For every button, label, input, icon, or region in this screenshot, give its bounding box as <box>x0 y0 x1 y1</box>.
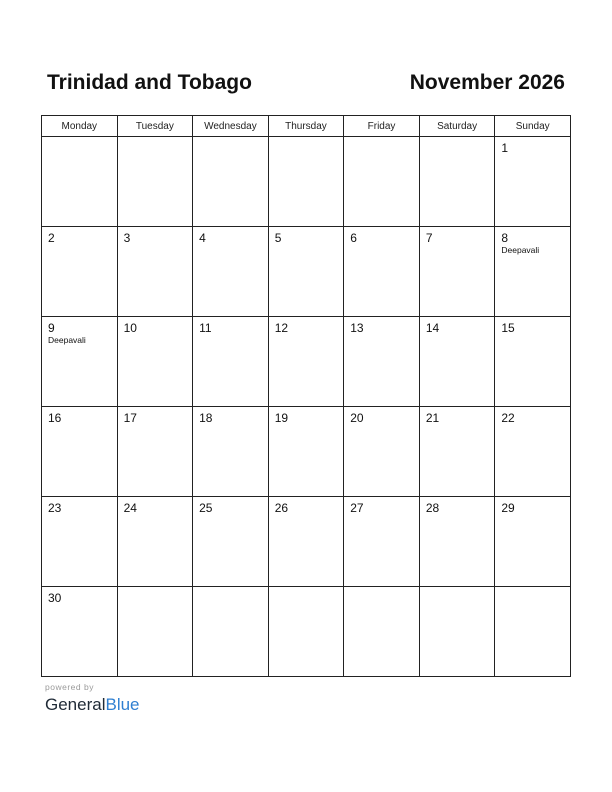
day-number: 4 <box>199 231 206 245</box>
week-row <box>42 317 571 407</box>
day-number: 19 <box>274 411 289 425</box>
day-cell <box>193 227 269 317</box>
day-number: 17 <box>123 411 137 425</box>
day-number: 29 <box>501 501 515 515</box>
week-row <box>42 227 571 317</box>
day-cell <box>117 227 193 317</box>
day-cell <box>268 137 344 227</box>
day-cell <box>344 137 420 227</box>
powered-by-text: powered by <box>45 682 94 692</box>
day-cell <box>344 587 420 677</box>
day-cell <box>117 137 193 227</box>
weekday-header: Saturday <box>419 116 495 137</box>
weekday-header: Thursday <box>268 116 344 137</box>
day-number: 6 <box>350 231 357 245</box>
day-cell <box>495 497 571 587</box>
week-row <box>42 497 571 587</box>
day-cell <box>495 137 571 227</box>
day-number: 2 <box>48 231 55 245</box>
day-number: 8 <box>501 231 509 245</box>
week-row <box>42 407 571 497</box>
day-cell <box>344 497 420 587</box>
day-number: 15 <box>501 321 515 335</box>
day-cell <box>495 317 571 407</box>
day-number: 3 <box>123 231 131 245</box>
day-number: 5 <box>274 231 282 245</box>
day-cell <box>344 407 420 497</box>
day-cell <box>42 227 118 317</box>
day-number: 22 <box>501 411 515 425</box>
day-cell <box>268 587 344 677</box>
day-cell <box>419 137 495 227</box>
day-cell <box>495 587 571 677</box>
day-number: 25 <box>199 501 213 515</box>
day-cell <box>495 227 571 317</box>
day-cell <box>344 227 420 317</box>
brand-blue-text: Blue <box>105 695 140 714</box>
day-cell <box>193 587 269 677</box>
day-number: 24 <box>123 501 137 515</box>
weekday-header: Friday <box>344 116 420 137</box>
day-cell <box>42 137 118 227</box>
country-title: Trinidad and Tobago <box>47 71 252 94</box>
holiday-label: Deepavali <box>48 335 86 345</box>
day-cell <box>344 317 420 407</box>
day-number: 28 <box>425 501 440 515</box>
weekday-header: Wednesday <box>193 116 269 137</box>
day-cell <box>268 407 344 497</box>
weekday-header: Tuesday <box>117 116 193 137</box>
week-row <box>42 137 571 227</box>
day-cell <box>419 227 495 317</box>
day-cell <box>42 407 118 497</box>
weekday-header-row <box>42 116 571 137</box>
day-cell <box>419 407 495 497</box>
day-number: 20 <box>350 411 364 425</box>
day-cell <box>495 407 571 497</box>
day-cell <box>268 227 344 317</box>
day-cell <box>42 497 118 587</box>
day-cell <box>117 497 193 587</box>
day-cell <box>42 587 118 677</box>
day-number: 21 <box>425 411 440 425</box>
day-cell <box>193 497 269 587</box>
month-year-title: November 2026 <box>409 71 565 94</box>
weekday-header: Monday <box>42 116 118 137</box>
day-number: 1 <box>501 141 509 155</box>
day-number: 18 <box>199 411 213 425</box>
day-number: 9 <box>48 321 55 335</box>
day-cell <box>193 137 269 227</box>
day-cell <box>268 497 344 587</box>
day-number: 7 <box>425 231 433 245</box>
week-row <box>42 587 571 677</box>
brand-general-text: General <box>45 695 106 714</box>
day-number: 10 <box>123 321 137 335</box>
day-cell <box>42 317 118 407</box>
day-cell <box>419 317 495 407</box>
day-cell <box>117 587 193 677</box>
day-number: 12 <box>274 321 289 335</box>
day-number: 27 <box>350 501 364 515</box>
day-cell <box>117 407 193 497</box>
day-cell <box>117 317 193 407</box>
holiday-label: Deepavali <box>501 245 540 255</box>
calendar-body <box>42 137 571 677</box>
day-number: 26 <box>274 501 289 515</box>
day-cell <box>419 587 495 677</box>
day-cell <box>419 497 495 587</box>
day-number: 23 <box>48 501 62 515</box>
month-calendar-grid <box>41 115 571 677</box>
brand-logo <box>45 694 140 716</box>
day-number: 30 <box>48 591 62 605</box>
day-number: 11 <box>199 321 212 335</box>
day-number: 13 <box>350 321 364 335</box>
day-number: 16 <box>48 411 62 425</box>
weekday-header: Sunday <box>495 116 571 137</box>
day-cell <box>193 407 269 497</box>
footer-branding <box>45 682 140 716</box>
day-cell <box>268 317 344 407</box>
day-cell <box>193 317 269 407</box>
day-number: 14 <box>425 321 440 335</box>
